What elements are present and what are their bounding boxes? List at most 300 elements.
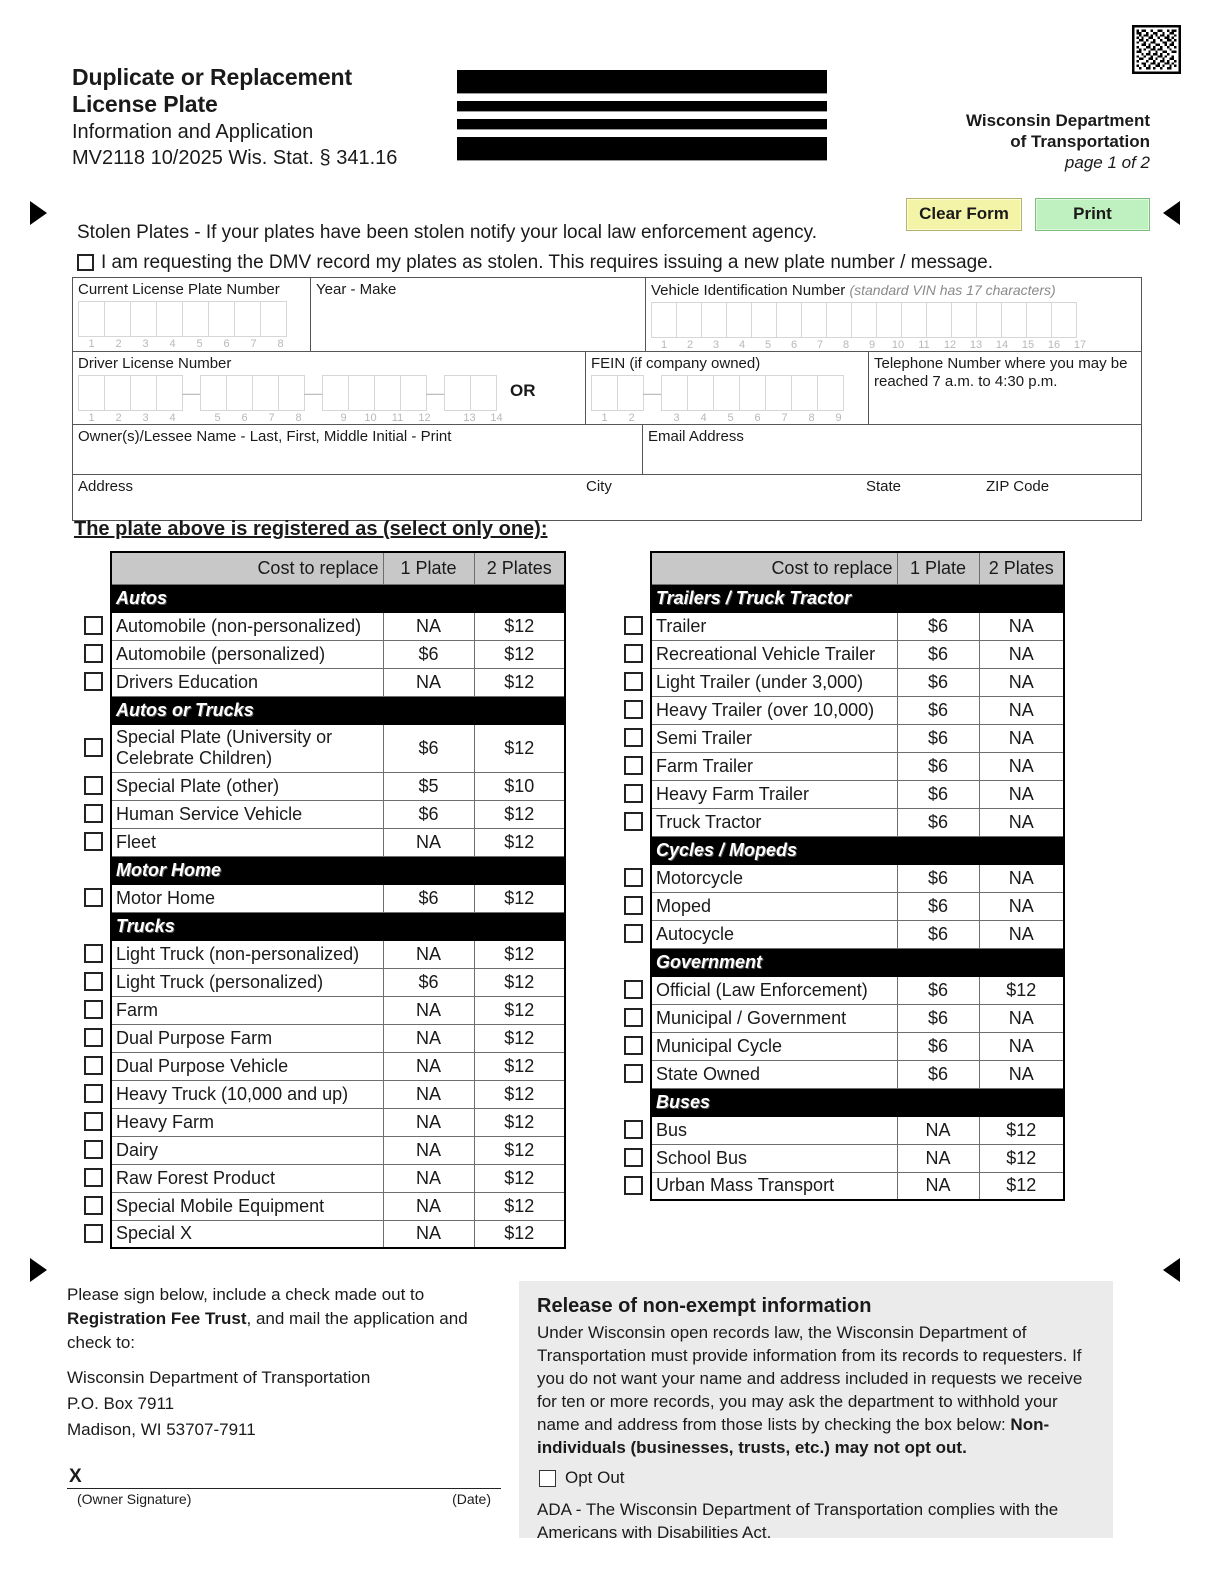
plate-cost-one: $6: [897, 1004, 979, 1032]
plate-cost-one: NA: [383, 828, 474, 856]
plate-type-label: Heavy Farm: [111, 1108, 383, 1136]
plate-type-checkbox[interactable]: [84, 1056, 103, 1075]
field-current-plate-label: Current License Plate Number: [78, 281, 280, 298]
plate-cost-one: $6: [897, 696, 979, 724]
plate-cost-two: $12: [474, 724, 565, 772]
plate-type-label: Motor Home: [111, 884, 383, 912]
plate-type-label: Dairy: [111, 1136, 383, 1164]
plate-type-checkbox-slot: [77, 1079, 110, 1107]
plate-type-row[interactable]: [111, 724, 565, 772]
plate-type-checkbox[interactable]: [84, 1140, 103, 1159]
plate-cost-two: $12: [474, 1164, 565, 1192]
redaction-bar-1: [457, 70, 827, 93]
checkbox-slot-spacer: [617, 583, 650, 611]
field-email-label: Email Address: [648, 428, 744, 445]
checkbox-slot-spacer: [77, 583, 110, 611]
plate-type-checkbox-slot: [77, 1219, 110, 1247]
field-telephone[interactable]: [869, 352, 1141, 425]
field-driver-license-label: Driver License Number: [78, 355, 232, 372]
plate-cost-one: NA: [897, 1172, 979, 1200]
plate-type-row[interactable]: [651, 640, 1064, 668]
plate-type-label: Motorcycle: [651, 864, 897, 892]
plate-table-header-one-plate: 1 Plate: [897, 552, 979, 584]
qr-code-icon: [1132, 25, 1181, 74]
plate-type-row[interactable]: [111, 940, 565, 968]
plate-type-label: Urban Mass Transport: [651, 1172, 897, 1200]
plate-type-checkbox[interactable]: [624, 1008, 643, 1027]
plate-type-checkbox[interactable]: [84, 1224, 103, 1243]
pointer-triangle-left-bottom: [30, 1258, 47, 1282]
applicant-info-grid: [72, 277, 1142, 521]
plate-cost-one: $6: [383, 884, 474, 912]
dl-dash-3: —: [426, 382, 444, 403]
plate-type-checkbox-slot: [617, 1171, 650, 1199]
plate-type-row[interactable]: [651, 864, 1064, 892]
plate-cost-two: $12: [474, 668, 565, 696]
plate-type-row[interactable]: [651, 612, 1064, 640]
plate-type-checkbox[interactable]: [624, 896, 643, 915]
plate-type-label: Heavy Trailer (over 10,000): [651, 696, 897, 724]
plate-type-label: Farm Trailer: [651, 752, 897, 780]
plate-type-row[interactable]: [111, 668, 565, 696]
plate-type-label: Municipal / Government: [651, 1004, 897, 1032]
plate-type-checkbox-slot: [617, 919, 650, 947]
plate-type-checkbox[interactable]: [84, 972, 103, 991]
plate-type-checkbox-slot: [617, 667, 650, 695]
checkbox-slot-spacer: [617, 1087, 650, 1115]
release-body: Under Wisconsin open records law, the Wisconsin Department of Transportation must provide information from its records to requesters. If you do not want your name and address included in requests we receive for ten or more records, you may ask the department to withhold your name and address from those lists by checking the box below: Non-individuals (businesses, trusts, etc.) may not opt out.: [537, 1323, 1083, 1457]
plate-cost-two: $12: [474, 1108, 565, 1136]
plate-type-checkbox[interactable]: [84, 1196, 103, 1215]
plate-type-checkbox-slot: [77, 639, 110, 667]
checkbox-slot-spacer: [77, 911, 110, 939]
plate-type-row[interactable]: [111, 1192, 565, 1220]
plate-cost-one: NA: [897, 1144, 979, 1172]
plate-group-label: Motor Home: [111, 856, 565, 884]
field-owner-name[interactable]: [73, 425, 643, 475]
stolen-plates-checkbox[interactable]: [77, 254, 94, 271]
plate-type-checkbox[interactable]: [84, 1000, 103, 1019]
plate-type-checkbox[interactable]: [624, 1148, 643, 1167]
plate-cost-one: NA: [383, 612, 474, 640]
plate-type-row[interactable]: [111, 640, 565, 668]
plate-type-checkbox[interactable]: [84, 804, 103, 823]
plate-type-row[interactable]: [651, 1060, 1064, 1088]
plate-cost-one: NA: [383, 1052, 474, 1080]
plate-type-label: Official (Law Enforcement): [651, 976, 897, 1004]
plate-cost-one: $6: [383, 800, 474, 828]
plate-type-checkbox-slot: [617, 779, 650, 807]
plate-type-checkbox-slot: [617, 1031, 650, 1059]
plate-cost-one: $6: [383, 968, 474, 996]
field-fein-positions: 1 2 3 4 5 6 7 8 9: [601, 412, 842, 424]
pointer-triangle-right-bottom: [1163, 1258, 1180, 1282]
plate-type-checkbox-slot: [77, 723, 110, 771]
redaction-bar-4: [457, 137, 827, 160]
plate-type-row[interactable]: [651, 1004, 1064, 1032]
field-fein-label: FEIN (if company owned): [591, 355, 761, 372]
plate-cost-one: NA: [383, 996, 474, 1024]
plate-cost-one: NA: [383, 1108, 474, 1136]
plate-type-checkbox-slot: [617, 807, 650, 835]
plate-type-row[interactable]: [651, 1116, 1064, 1144]
plate-cost-one: $6: [897, 752, 979, 780]
plate-cost-one: $6: [897, 864, 979, 892]
ada-notice: ADA - The Wisconsin Department of Transportation complies with the Americans with Disabilities Act.: [537, 1500, 1059, 1542]
plate-type-checkbox-slot: [77, 939, 110, 967]
plate-type-checkbox[interactable]: [624, 644, 643, 663]
plate-type-checkbox-slot: [77, 799, 110, 827]
plate-cost-two: $12: [979, 1116, 1064, 1144]
plate-type-checkbox-slot: [617, 723, 650, 751]
plate-cost-two: $12: [474, 1024, 565, 1052]
plate-type-checkbox-slot: [77, 967, 110, 995]
field-telephone-label-1: Telephone Number where you may be: [874, 355, 1128, 372]
plate-type-row[interactable]: [111, 1108, 565, 1136]
plate-type-label: Special Plate (other): [111, 772, 383, 800]
plate-type-checkbox[interactable]: [624, 616, 643, 635]
plate-type-row[interactable]: [651, 668, 1064, 696]
clear-form-button[interactable]: Clear Form: [906, 198, 1022, 231]
plate-type-row[interactable]: [111, 800, 565, 828]
field-year-make-label: Year - Make: [316, 281, 397, 298]
mailing-instructions: [67, 1283, 507, 1443]
plate-type-checkbox[interactable]: [84, 776, 103, 795]
plate-type-checkbox[interactable]: [84, 944, 103, 963]
pointer-triangle-right-top: [1163, 201, 1180, 225]
plate-table-header-two-plates: 2 Plates: [979, 552, 1064, 584]
plate-cost-one: $6: [897, 1032, 979, 1060]
plate-type-checkbox[interactable]: [84, 832, 103, 851]
opt-out-label: Opt Out: [565, 1468, 625, 1487]
plate-type-row[interactable]: [651, 696, 1064, 724]
plate-group-row: [111, 696, 565, 724]
fein-dash: —: [643, 382, 661, 403]
plate-type-checkbox-slot: [77, 995, 110, 1023]
checkbox-column-left: [77, 551, 110, 1247]
signature-line[interactable]: [67, 1488, 501, 1489]
plate-cost-two: $12: [474, 996, 565, 1024]
plate-cost-two: NA: [979, 808, 1064, 836]
plate-type-checkbox[interactable]: [84, 644, 103, 663]
page-number: page 1 of 2: [1064, 153, 1150, 172]
release-body-bold: Non-individuals (businesses, trusts, etc.) may not opt out.: [537, 1415, 1050, 1457]
field-city[interactable]: [581, 475, 861, 520]
plate-cost-one: NA: [383, 1220, 474, 1248]
plate-type-checkbox-slot: [617, 1003, 650, 1031]
redaction-bars: [457, 70, 827, 160]
field-email[interactable]: [643, 425, 1141, 475]
agency-block: [830, 110, 1150, 173]
field-driver-license-positions: 1 2 3 4 5 6 7 8 9 10 11 12 13 14: [88, 412, 503, 424]
plate-type-row[interactable]: [651, 1172, 1064, 1200]
plate-type-row[interactable]: [111, 772, 565, 800]
plate-cost-two: $10: [474, 772, 565, 800]
plate-cost-two: NA: [979, 920, 1064, 948]
plate-cost-one: NA: [383, 1164, 474, 1192]
plate-cost-one: $6: [897, 808, 979, 836]
plate-type-checkbox-slot: [77, 1135, 110, 1163]
mailing-instruction-text: Please sign below, include a check made out to Registration Fee Trust, and mail the application and check to:: [67, 1285, 468, 1352]
plate-cost-one: $6: [383, 724, 474, 772]
plate-group-label: Trailers / Truck Tractor: [651, 584, 1064, 612]
plate-cost-two: $12: [474, 940, 565, 968]
plate-type-checkbox-slot: [617, 891, 650, 919]
checkbox-slot-spacer: [77, 855, 110, 883]
plate-cost-one: $6: [897, 1060, 979, 1088]
plate-type-checkbox[interactable]: [624, 784, 643, 803]
plate-cost-two: $12: [474, 1052, 565, 1080]
field-vin-hint: (standard VIN has 17 characters): [849, 282, 1056, 298]
plate-cost-two: $12: [979, 1144, 1064, 1172]
plate-cost-two: NA: [979, 724, 1064, 752]
plate-type-checkbox-slot: [617, 1115, 650, 1143]
checkbox-column-right: [617, 551, 650, 1199]
plate-group-label: Cycles / Mopeds: [651, 836, 1064, 864]
plate-cost-two: NA: [979, 696, 1064, 724]
plate-type-checkbox[interactable]: [624, 924, 643, 943]
plate-cost-two: NA: [979, 668, 1064, 696]
plate-cost-two: $12: [474, 1192, 565, 1220]
plate-type-checkbox[interactable]: [624, 980, 643, 999]
plate-type-checkbox[interactable]: [84, 616, 103, 635]
plate-type-row[interactable]: [651, 976, 1064, 1004]
plate-type-checkbox-slot: [77, 827, 110, 855]
plate-type-label: Fleet: [111, 828, 383, 856]
plate-type-row[interactable]: [111, 1164, 565, 1192]
plate-type-checkbox-slot: [77, 667, 110, 695]
plate-type-checkbox-slot: [617, 863, 650, 891]
plate-type-label: Heavy Farm Trailer: [651, 780, 897, 808]
field-vin-label: Vehicle Identification Number (standard VIN has 17 characters): [651, 282, 1056, 299]
plate-type-table-left-wrap: [77, 551, 566, 1249]
plate-type-checkbox-slot: [77, 1191, 110, 1219]
plate-cost-two: NA: [979, 1060, 1064, 1088]
plate-type-checkbox[interactable]: [624, 812, 643, 831]
field-state-label: State: [866, 478, 902, 495]
plate-type-row[interactable]: [651, 724, 1064, 752]
plate-type-checkbox-slot: [77, 1107, 110, 1135]
plate-cost-two: NA: [979, 780, 1064, 808]
plate-type-row[interactable]: [651, 780, 1064, 808]
plate-group-label: Buses: [651, 1088, 1064, 1116]
plate-type-checkbox-slot: [77, 771, 110, 799]
dl-dash-1: —: [182, 382, 200, 403]
signature-block: [67, 1467, 501, 1507]
plate-group-row: [651, 948, 1064, 976]
plate-type-checkbox-slot: [77, 1051, 110, 1079]
plate-type-checkbox[interactable]: [624, 1176, 643, 1195]
plate-type-row[interactable]: [111, 828, 565, 856]
plate-type-row[interactable]: [651, 752, 1064, 780]
plate-group-label: Trucks: [111, 912, 565, 940]
plate-cost-one: NA: [383, 940, 474, 968]
subtitle: Information and Application: [72, 121, 314, 143]
plate-type-row[interactable]: [111, 1136, 565, 1164]
plate-cost-two: $12: [979, 1172, 1064, 1200]
plate-type-row[interactable]: [111, 884, 565, 912]
agency-line-2: of Transportation: [1010, 132, 1150, 151]
plate-cost-two: NA: [979, 752, 1064, 780]
plate-cost-one: $6: [897, 724, 979, 752]
form-id: MV2118 10/2025 Wis. Stat. § 341.16: [72, 147, 398, 169]
plate-type-label: State Owned: [651, 1060, 897, 1088]
plate-type-row[interactable]: [111, 968, 565, 996]
plate-cost-two: $12: [474, 1220, 565, 1248]
plate-group-row: [651, 1088, 1064, 1116]
field-vin-positions: 1 2 3 4 5 6 7 8 9 10 11 12 13 14 15 16 17: [660, 339, 1087, 351]
field-current-plate[interactable]: [73, 278, 311, 352]
plate-type-row[interactable]: [651, 1032, 1064, 1060]
plate-type-checkbox-slot: [77, 883, 110, 911]
plate-type-checkbox[interactable]: [84, 1028, 103, 1047]
plate-type-checkbox[interactable]: [84, 738, 103, 757]
registration-bold-1: Registration: [67, 1309, 167, 1328]
plate-type-checkbox[interactable]: [624, 868, 643, 887]
field-zip-label: ZIP Code: [986, 478, 1050, 495]
field-city-label: City: [586, 478, 612, 495]
plate-type-checkbox-slot: [617, 1059, 650, 1087]
print-button[interactable]: Print: [1035, 198, 1150, 231]
plate-type-row[interactable]: [111, 996, 565, 1024]
plate-type-checkbox[interactable]: [84, 888, 103, 907]
plate-type-row[interactable]: [111, 1220, 565, 1248]
plate-cost-one: $5: [383, 772, 474, 800]
plate-cost-two: $12: [979, 976, 1064, 1004]
plate-type-row[interactable]: [651, 892, 1064, 920]
plate-cost-one: NA: [383, 1192, 474, 1220]
field-zip[interactable]: [981, 475, 1141, 520]
plate-cost-two: $12: [474, 800, 565, 828]
release-of-information-box: [519, 1281, 1113, 1542]
field-vin[interactable]: [646, 278, 1141, 352]
title-line-1: Duplicate or Replacement: [72, 64, 353, 90]
plate-type-checkbox[interactable]: [624, 756, 643, 775]
signature-x-marker: X: [69, 1466, 82, 1487]
plate-group-label: Autos: [111, 584, 565, 612]
plate-cost-one: $6: [897, 920, 979, 948]
plate-type-label: Raw Forest Product: [111, 1164, 383, 1192]
plate-group-label: Government: [651, 948, 1064, 976]
field-owner-name-label: Owner(s)/Lessee Name - Last, First, Middle Initial - Print: [78, 428, 452, 445]
plate-type-checkbox-slot: [617, 751, 650, 779]
plate-cost-two: NA: [979, 612, 1064, 640]
plate-table-header-cost: Cost to replace: [651, 552, 897, 584]
redaction-bar-2: [457, 101, 827, 111]
registration-bold-2: Fee Trust: [170, 1309, 247, 1328]
plate-group-row: [111, 856, 565, 884]
plate-cost-one: $6: [897, 640, 979, 668]
checkbox-slot-spacer: [617, 947, 650, 975]
plate-type-checkbox-slot: [77, 1023, 110, 1051]
plate-cost-two: $12: [474, 612, 565, 640]
opt-out-checkbox[interactable]: [539, 1470, 556, 1487]
plate-type-row[interactable]: [651, 920, 1064, 948]
plate-cost-one: NA: [383, 668, 474, 696]
plate-type-label: Moped: [651, 892, 897, 920]
stolen-plates-note: Stolen Plates - If your plates have been stolen notify your local law enforcement agency.: [77, 222, 818, 243]
plate-type-label: Trailer: [651, 612, 897, 640]
plate-type-row[interactable]: [651, 808, 1064, 836]
plate-group-row: [111, 912, 565, 940]
field-driver-license[interactable]: [73, 352, 586, 425]
plate-type-checkbox[interactable]: [624, 1036, 643, 1055]
plate-type-checkbox[interactable]: [624, 1064, 643, 1083]
checkbox-slot-spacer: [77, 695, 110, 723]
page-title: [72, 64, 452, 171]
signature-caption: (Owner Signature): [77, 1491, 192, 1507]
plate-type-row[interactable]: [111, 1024, 565, 1052]
plate-type-table-right: [650, 551, 1065, 1201]
field-current-plate-positions: 1 2 3 4 5 6 7 8: [88, 338, 284, 350]
agency-line-1: Wisconsin Department: [965, 111, 1150, 130]
plate-type-label: Drivers Education: [111, 668, 383, 696]
plate-group-label: Autos or Trucks: [111, 696, 565, 724]
pointer-triangle-left-top: [30, 201, 47, 225]
plate-type-label: Automobile (non-personalized): [111, 612, 383, 640]
plate-type-row[interactable]: [651, 1144, 1064, 1172]
field-state[interactable]: [861, 475, 981, 520]
field-address[interactable]: [73, 475, 581, 520]
plate-type-checkbox[interactable]: [84, 1084, 103, 1103]
plate-type-label: Automobile (personalized): [111, 640, 383, 668]
plate-group-row: [111, 584, 565, 612]
plate-type-checkbox[interactable]: [84, 672, 103, 691]
plate-cost-one: NA: [897, 1116, 979, 1144]
field-telephone-label-2: reached 7 a.m. to 4:30 p.m.: [874, 373, 1058, 390]
plate-type-checkbox[interactable]: [624, 672, 643, 691]
plate-type-label: Heavy Truck (10,000 and up): [111, 1080, 383, 1108]
plate-type-checkbox-slot: [77, 1163, 110, 1191]
mailing-address: [67, 1365, 507, 1443]
or-separator: OR: [510, 381, 536, 400]
plate-type-label: Special Mobile Equipment: [111, 1192, 383, 1220]
plate-type-label: Light Truck (non-personalized): [111, 940, 383, 968]
plate-type-checkbox[interactable]: [624, 728, 643, 747]
plate-table-header-row-left: [111, 552, 565, 584]
plate-cost-one: $6: [897, 612, 979, 640]
plate-cost-two: NA: [979, 864, 1064, 892]
plate-type-label: Semi Trailer: [651, 724, 897, 752]
mailing-address-line-1: Wisconsin Department of Transportation: [67, 1368, 371, 1387]
stolen-plates-section: [77, 219, 993, 276]
plate-cost-one: $6: [897, 780, 979, 808]
plate-type-checkbox[interactable]: [624, 1120, 643, 1139]
plate-table-header-two-plates: 2 Plates: [474, 552, 565, 584]
field-fein[interactable]: [586, 352, 869, 425]
field-year-make[interactable]: [311, 278, 646, 352]
plate-type-row[interactable]: [111, 1052, 565, 1080]
plate-type-label: Recreational Vehicle Trailer: [651, 640, 897, 668]
plate-type-checkbox[interactable]: [84, 1168, 103, 1187]
plate-type-row[interactable]: [111, 612, 565, 640]
plate-cost-one: $6: [897, 668, 979, 696]
plate-type-label: Human Service Vehicle: [111, 800, 383, 828]
title-line-2: License Plate: [72, 91, 218, 117]
mailing-address-line-3: Madison, WI 53707-7911: [67, 1420, 256, 1439]
plate-type-checkbox[interactable]: [84, 1112, 103, 1131]
plate-type-row[interactable]: [111, 1080, 565, 1108]
plate-type-label: Special X: [111, 1220, 383, 1248]
plate-cost-two: NA: [979, 892, 1064, 920]
plate-cost-two: $12: [474, 884, 565, 912]
plate-cost-two: NA: [979, 640, 1064, 668]
plate-type-label: Special Plate (University or Celebrate Children): [111, 724, 383, 772]
plate-table-header-cost: Cost to replace: [111, 552, 383, 584]
plate-type-checkbox-slot: [617, 695, 650, 723]
plate-cost-one: $6: [383, 640, 474, 668]
plate-type-checkbox[interactable]: [624, 700, 643, 719]
